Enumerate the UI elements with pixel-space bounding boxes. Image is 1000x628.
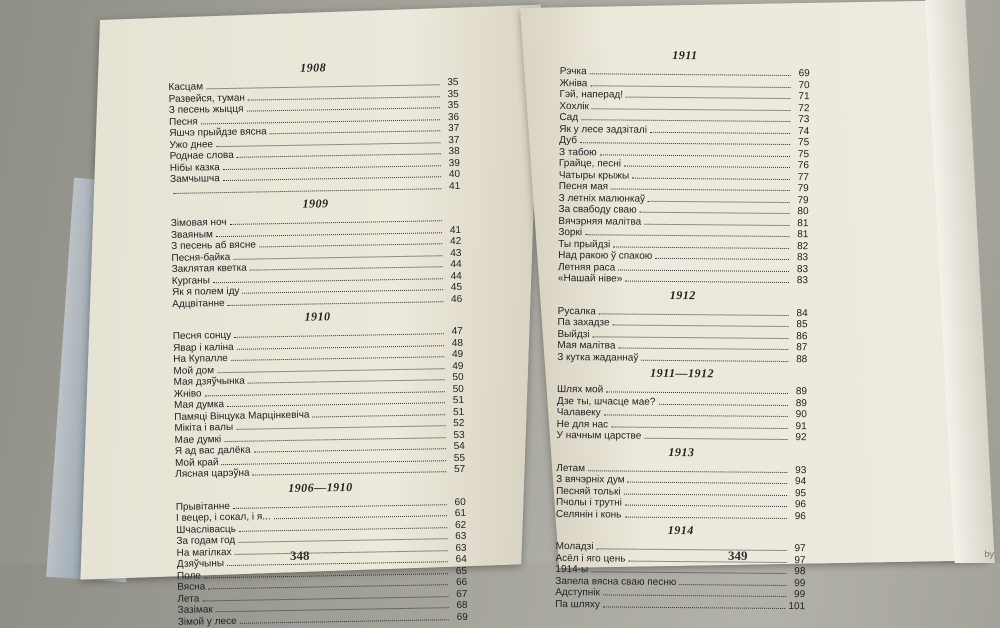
toc-entry-page: 50 <box>448 383 464 395</box>
left-table-of-contents <box>168 55 468 627</box>
toc-entry-title: Зімовая ноч <box>171 217 227 230</box>
toc-entry-title: З летніх малюнкаў <box>559 192 646 205</box>
dot-leader <box>599 305 789 316</box>
toc-entry-page: 48 <box>447 337 463 349</box>
toc-entry-title: З вячэрніх дум <box>556 474 625 487</box>
toc-entry-title: Шчаслівасць <box>176 523 236 536</box>
toc-entry-page: 40 <box>444 169 460 181</box>
toc-entry-page: 89 <box>791 398 807 410</box>
dot-leader <box>603 598 786 609</box>
dot-leader <box>618 340 788 350</box>
dot-leader <box>679 576 786 586</box>
toc-entry-page: 75 <box>793 149 809 161</box>
toc-entry-page: 93 <box>790 465 806 477</box>
dot-leader <box>593 328 789 339</box>
toc-entry-title: Шлях мой <box>557 384 603 396</box>
toc-entry <box>557 350 807 364</box>
toc-entry-title: Яшчэ прыйдзе вясна <box>169 126 267 140</box>
toc-entry-title: З табою <box>559 146 597 158</box>
toc-entry-title: Нібы казка <box>170 162 220 175</box>
dot-leader <box>606 383 788 394</box>
toc-entry-title: Рэчка <box>560 66 587 78</box>
toc-entry-page: 96 <box>790 511 806 523</box>
toc-entry-page: 79 <box>793 195 809 207</box>
dot-leader <box>648 192 790 202</box>
dot-leader <box>625 273 789 283</box>
toc-entry-title: Моладзі <box>556 541 594 553</box>
toc-entry-page: 42 <box>445 236 461 248</box>
toc-entry-page: 35 <box>443 88 459 100</box>
toc-entry-title: Песня мая <box>559 181 608 193</box>
toc-entry-title: Жніво <box>174 388 202 400</box>
dot-leader <box>596 540 786 551</box>
toc-entry-title: Я ад вас далёка <box>175 445 251 458</box>
dot-leader <box>248 88 440 100</box>
toc-entry-title: 1914-ы <box>555 564 588 576</box>
toc-entry-page: 67 <box>451 588 467 600</box>
toc-entry-page: 37 <box>443 134 459 146</box>
toc-entry-title: Па захадзе <box>558 317 610 329</box>
dot-leader <box>234 325 444 338</box>
toc-entry-page: 45 <box>446 282 462 294</box>
dot-leader <box>624 158 790 168</box>
toc-entry-page: 47 <box>447 326 463 338</box>
toc-entry-title: З песень жыцця <box>169 104 244 117</box>
toc-entry-title: Мая малітва <box>557 340 615 353</box>
toc-entry-title: Роднае слова <box>170 150 234 163</box>
toc-entry-page: 69 <box>452 611 468 623</box>
toc-entry-page: 70 <box>794 80 810 92</box>
toc-entry-title: Выйдзі <box>557 328 589 340</box>
toc-entry-page: 74 <box>793 126 809 138</box>
toc-entry-title: Развейся, туман <box>169 92 245 105</box>
toc-entry-page: 63 <box>450 531 466 543</box>
toc-entry-page: 84 <box>792 308 808 320</box>
toc-entry-title: З кутка жаданнаў <box>557 351 638 364</box>
toc-entry-page: 83 <box>792 252 808 264</box>
toc-entry-page: 69 <box>794 68 810 80</box>
dot-leader <box>604 406 788 417</box>
dot-leader <box>581 111 790 122</box>
toc-entry-title: Чатыры крыжы <box>559 169 629 182</box>
toc-entry-title: Лясная царэўна <box>175 468 249 481</box>
toc-entry-title: З песень аб вясне <box>171 239 256 252</box>
toc-entry-title: Ты прыйдзі <box>558 238 610 250</box>
toc-entry <box>558 272 808 286</box>
toc-entry-page: 83 <box>792 264 808 276</box>
toc-entry-title: Як я полем іду <box>172 286 240 299</box>
toc-entry-page: 61 <box>450 508 466 520</box>
toc-entry-page: 60 <box>450 496 466 508</box>
dot-leader <box>590 65 791 76</box>
toc-entry-page: 35 <box>442 77 458 89</box>
toc-entry-title: Зоркі <box>558 227 582 239</box>
toc-entry-page: 77 <box>793 172 809 184</box>
toc-entry-title: «Нашай ніве» <box>558 273 622 286</box>
toc-entry-title: Як у лесе задзіталі <box>559 123 647 136</box>
toc-entry-page: 79 <box>793 183 809 195</box>
toc-entry-title: Заклятая кветка <box>172 263 247 276</box>
dot-leader <box>625 497 787 507</box>
toc-entry-page: 50 <box>447 372 463 384</box>
dot-leader <box>600 146 790 157</box>
dot-leader <box>585 226 789 237</box>
section-year-heading: 1908 <box>168 59 458 76</box>
toc-entry-page: 73 <box>793 114 809 126</box>
dot-leader <box>628 552 786 562</box>
toc-entry-page: 57 <box>449 464 465 476</box>
toc-entry-page: 65 <box>451 565 467 577</box>
toc-entry-page: 43 <box>445 247 461 259</box>
dot-leader <box>233 496 447 509</box>
toc-entry-page: 87 <box>791 342 807 354</box>
toc-entry-page: 101 <box>788 601 805 613</box>
toc-entry-page: 81 <box>792 229 808 241</box>
toc-entry-title: Жніва <box>560 77 588 89</box>
toc-entry-title: Вячэрняя малітва <box>558 215 641 228</box>
toc-entry-page: 53 <box>448 429 464 441</box>
dot-leader <box>588 462 787 473</box>
dot-leader <box>644 215 789 225</box>
toc-entry-title: Мікіта і валы <box>174 422 233 435</box>
right-table-of-contents <box>555 44 810 611</box>
toc-entry-title: Пчолы і трутні <box>556 497 622 510</box>
toc-entry <box>555 597 805 611</box>
toc-entry-page: 98 <box>789 566 805 578</box>
toc-entry-page: 91 <box>791 421 807 433</box>
toc-entry-title: Мой край <box>175 457 219 470</box>
toc-entry-page: 51 <box>448 406 464 418</box>
toc-entry-title: Мой дом <box>173 365 214 378</box>
dot-leader <box>641 351 788 361</box>
dot-leader <box>658 395 788 405</box>
toc-entry-page: 64 <box>451 554 467 566</box>
toc-entry-page: 83 <box>792 275 808 287</box>
toc-entry-title: Памяці Вінцука Марцінкевіча <box>174 409 309 423</box>
dot-leader <box>613 238 789 249</box>
toc-entry-title: Ужо днее <box>169 139 213 152</box>
toc-entry-title: Селянін і конь <box>556 508 622 521</box>
toc-entry-page: 38 <box>444 146 460 158</box>
toc-entry-page: 94 <box>790 476 806 488</box>
dot-leader <box>650 123 790 133</box>
toc-entry-page: 86 <box>791 331 807 343</box>
toc-entry-title: Адцвітанне <box>172 298 225 311</box>
toc-entry-page: 36 <box>443 111 459 123</box>
toc-entry-page: 62 <box>450 519 466 531</box>
right-page-number: 349 <box>728 548 748 564</box>
dot-leader <box>611 180 790 191</box>
toc-entry-title: Поле <box>177 570 201 582</box>
watermark: by <box>984 549 994 559</box>
toc-entry-title: Летняя раса <box>558 261 615 273</box>
dot-leader <box>253 440 445 452</box>
toc-entry-page: 80 <box>792 206 808 218</box>
dot-leader <box>628 474 788 484</box>
toc-entry <box>556 507 806 521</box>
toc-entry-page: 54 <box>449 441 465 453</box>
dot-leader <box>632 169 790 179</box>
section-year-heading: 1909 <box>170 195 460 212</box>
dot-leader <box>590 77 790 88</box>
toc-entry-title: Зазімак <box>178 604 213 617</box>
toc-entry-page: 55 <box>449 452 465 464</box>
toc-entry-page: 41 <box>445 224 461 236</box>
dot-leader <box>640 204 790 214</box>
section-year-heading: 1906—1910 <box>175 478 465 495</box>
toc-entry-page: 97 <box>789 555 805 567</box>
dot-leader <box>603 586 786 597</box>
toc-entry-page: 63 <box>450 542 466 554</box>
section-year-heading: 1911 <box>560 48 810 62</box>
toc-entry-title: На магілках <box>177 546 232 559</box>
toc-entry-title: Зімой у лесе <box>178 615 237 628</box>
section-year-heading: 1912 <box>558 287 808 301</box>
toc-entry-page: 46 <box>446 293 462 305</box>
toc-entry-title: Асёл і яго цень <box>555 552 625 565</box>
toc-entry-title: За годам год <box>176 535 235 548</box>
toc-entry-title: Хохлік <box>559 100 589 112</box>
toc-entry-page: 52 <box>448 418 464 430</box>
toc-entry-title: Вясна <box>177 581 205 593</box>
dot-leader <box>644 430 787 440</box>
toc-entry-page: 49 <box>447 360 463 372</box>
dot-leader <box>624 508 787 518</box>
toc-entry-title: Лета <box>177 593 199 605</box>
dot-leader <box>611 418 788 429</box>
dot-leader <box>626 89 791 99</box>
toc-entry-title: Сад <box>559 112 578 124</box>
dot-leader <box>618 261 789 271</box>
toc-entry-title: Над ракою ў спакою <box>558 250 652 263</box>
toc-entry-page: 96 <box>790 499 806 511</box>
toc-entry-title: Адступнік <box>555 587 600 599</box>
toc-entry-page: 66 <box>451 577 467 589</box>
toc-entry-page: 39 <box>444 157 460 169</box>
toc-entry-page: 97 <box>790 543 806 555</box>
toc-entry-page: 99 <box>789 589 805 601</box>
toc-entry-title: Чалавеку <box>557 407 601 419</box>
dot-leader <box>259 235 442 247</box>
toc-entry-page: 44 <box>446 259 462 271</box>
toc-entry-title: На Купалле <box>173 353 228 366</box>
toc-entry-title: Дуб <box>559 135 577 147</box>
toc-entry-title: Мая дзяўчынка <box>174 376 245 389</box>
toc-entry-title: Зваяным <box>171 229 213 242</box>
toc-entry-page: 88 <box>791 354 807 366</box>
section-year-heading: 1910 <box>172 308 462 325</box>
toc-entry-title: Курганы <box>172 275 210 288</box>
toc-entry-page: 71 <box>793 91 809 103</box>
dot-leader <box>312 406 445 417</box>
toc-entry-title: За свабоду сваю <box>558 204 636 217</box>
toc-entry-page: 72 <box>793 103 809 115</box>
section-year-heading: 1914 <box>556 523 806 537</box>
section-year-heading: 1913 <box>556 444 806 458</box>
toc-entry-title: Дзяўчыны <box>177 558 224 571</box>
dot-leader <box>580 134 790 145</box>
dot-leader <box>624 485 788 495</box>
toc-entry-page: 49 <box>447 349 463 361</box>
toc-entry-title: Песня-байка <box>171 251 230 264</box>
toc-entry-title: Гэй, наперад! <box>560 89 624 102</box>
toc-entry-page: 41 <box>444 180 460 192</box>
toc-entry-title: Летам <box>556 462 585 474</box>
toc-entry-title: Грайце, песні <box>559 158 621 171</box>
toc-entry-title: Русалка <box>558 305 596 317</box>
section-year-heading: 1911—1912 <box>557 366 807 380</box>
toc-entry-page: 81 <box>792 218 808 230</box>
toc-entry-title: І вецер, і сокал, і я... <box>176 511 271 525</box>
toc-entry-title: Мая думка <box>174 399 224 412</box>
toc-entry-page: 76 <box>793 160 809 172</box>
toc-entry-title: Мае думкі <box>175 434 222 447</box>
toc-entry-title: Замчышча <box>170 173 220 186</box>
toc-entry-page: 35 <box>443 100 459 112</box>
toc-entry-title: Па шляху <box>555 598 600 610</box>
toc-entry-title: Песня <box>169 116 198 128</box>
dot-leader <box>270 122 441 134</box>
toc-entry-page: 90 <box>791 409 807 421</box>
dot-leader <box>655 250 789 260</box>
toc-entry-page: 51 <box>448 395 464 407</box>
dot-leader <box>229 212 441 225</box>
toc-entry-page: 89 <box>791 386 807 398</box>
toc-entry-page: 44 <box>446 270 462 282</box>
toc-entry-title: Не для нас <box>557 418 609 430</box>
toc-entry-title: Дзе ты, шчасце мае? <box>557 395 656 408</box>
toc-entry-title: У начным царстве <box>557 430 642 443</box>
dot-leader <box>613 316 789 327</box>
toc-entry-page: 99 <box>789 578 805 590</box>
toc-entry-title: Явар і каліна <box>173 341 234 354</box>
dot-leader <box>591 563 786 574</box>
toc-entry-title: Песняй толькі <box>556 485 621 498</box>
dot-leader <box>250 258 443 270</box>
toc-entry-page: 68 <box>451 600 467 612</box>
toc-entry-page: 85 <box>792 319 808 331</box>
toc-entry-page: 95 <box>790 488 806 500</box>
toc-entry-title: Запела вясна сваю песню <box>555 575 676 588</box>
toc-entry <box>557 429 807 443</box>
left-page-number: 348 <box>290 548 310 564</box>
dot-leader <box>592 100 791 111</box>
toc-entry-page: 92 <box>791 432 807 444</box>
toc-entry-page: 37 <box>443 123 459 135</box>
dot-leader <box>273 507 447 519</box>
toc-entry-title: Песня сонцу <box>173 330 232 343</box>
toc-entry-page: 82 <box>792 241 808 253</box>
toc-entry-title: Прывітанне <box>176 500 230 513</box>
toc-entry-title: Касцам <box>168 81 203 94</box>
toc-entry-page: 75 <box>793 137 809 149</box>
